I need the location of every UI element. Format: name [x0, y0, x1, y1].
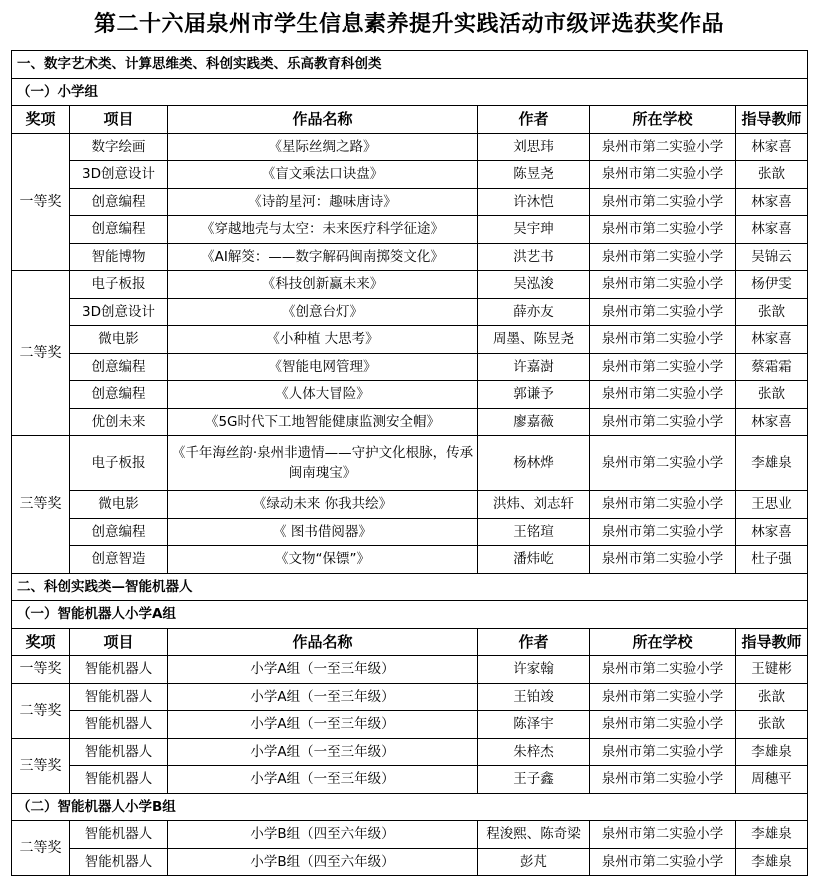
author-cell: 朱梓杰: [478, 738, 590, 766]
work-title-cell: 《文物“保镖”》: [168, 546, 478, 574]
work-title-cell: 《人体大冒险》: [168, 381, 478, 409]
project-cell: 电子板报: [70, 271, 168, 299]
project-cell: 智能机器人: [70, 656, 168, 684]
teacher-cell: 张歆: [736, 298, 808, 326]
work-title-cell: 小学A组（一至三年级）: [168, 683, 478, 711]
table-row: [12, 271, 808, 299]
section-heading-2-label: 二、科创实践类—智能机器人: [12, 573, 808, 601]
school-cell: 泉州市第二实验小学: [590, 216, 736, 244]
work-title-cell: 《AI解筊：——数字解码闽南掷筊文化》: [168, 243, 478, 271]
award-level: 二等奖: [12, 271, 70, 436]
school-cell: 泉州市第二实验小学: [590, 766, 736, 794]
header-author: 作者: [478, 106, 590, 134]
school-cell: 泉州市第二实验小学: [590, 353, 736, 381]
teacher-cell: 李雄泉: [736, 738, 808, 766]
author-cell: 洪艺书: [478, 243, 590, 271]
school-cell: 泉州市第二实验小学: [590, 161, 736, 189]
teacher-cell: 李雄泉: [736, 436, 808, 491]
project-cell: 微电影: [70, 491, 168, 519]
project-cell: 优创未来: [70, 408, 168, 436]
author-cell: 王子鑫: [478, 766, 590, 794]
table-row: [12, 848, 808, 876]
work-title-cell: 小学A组（一至三年级）: [168, 738, 478, 766]
teacher-cell: 李雄泉: [736, 848, 808, 876]
header-teacher: 指导教师: [736, 628, 808, 656]
table-row: [12, 326, 808, 354]
teacher-cell: 林家喜: [736, 188, 808, 216]
project-cell: 智能机器人: [70, 738, 168, 766]
table-row: [12, 738, 808, 766]
work-title-cell: 《智能电网管理》: [168, 353, 478, 381]
header-author: 作者: [478, 628, 590, 656]
school-cell: 泉州市第二实验小学: [590, 408, 736, 436]
teacher-cell: 林家喜: [736, 216, 808, 244]
project-cell: 数字绘画: [70, 133, 168, 161]
author-cell: 杨林烨: [478, 436, 590, 491]
school-cell: 泉州市第二实验小学: [590, 683, 736, 711]
author-cell: 王铭瑄: [478, 518, 590, 546]
school-cell: 泉州市第二实验小学: [590, 848, 736, 876]
header-school: 所在学校: [590, 628, 736, 656]
table-row: [12, 656, 808, 684]
group-heading-robot-a: [12, 601, 808, 629]
table-row: [12, 408, 808, 436]
award-level: 二等奖: [12, 683, 70, 738]
table-row: [12, 518, 808, 546]
award-level: 一等奖: [12, 133, 70, 271]
section-heading-1: [12, 51, 808, 79]
header-award: 奖项: [12, 628, 70, 656]
school-cell: 泉州市第二实验小学: [590, 436, 736, 491]
award-level: 一等奖: [12, 656, 70, 684]
author-cell: 陈昱尧: [478, 161, 590, 189]
table-row: [12, 683, 808, 711]
group-heading-robot-b: [12, 793, 808, 821]
teacher-cell: 林家喜: [736, 133, 808, 161]
work-title-cell: 《诗韵星河：趣味唐诗》: [168, 188, 478, 216]
work-title-cell: 《 图书借阅器》: [168, 518, 478, 546]
author-cell: 吴宇珅: [478, 216, 590, 244]
table-row: [12, 381, 808, 409]
author-cell: 薛亦友: [478, 298, 590, 326]
header-school: 所在学校: [590, 106, 736, 134]
author-cell: 许家翰: [478, 656, 590, 684]
teacher-cell: 张歆: [736, 683, 808, 711]
table-header-row: [12, 106, 808, 134]
author-cell: 程浚熙、陈奇梁: [478, 821, 590, 849]
author-cell: 吴泓浚: [478, 271, 590, 299]
award-level: 二等奖: [12, 821, 70, 876]
project-cell: 智能机器人: [70, 848, 168, 876]
table-row: [12, 436, 808, 491]
project-cell: 微电影: [70, 326, 168, 354]
project-cell: 创意智造: [70, 546, 168, 574]
work-title-cell: 《创意台灯》: [168, 298, 478, 326]
teacher-cell: 王思业: [736, 491, 808, 519]
teacher-cell: 杜子强: [736, 546, 808, 574]
section-heading-1-label: 一、数字艺术类、计算思维类、科创实践类、乐高教育科创类: [12, 51, 808, 79]
work-title-cell: 小学A组（一至三年级）: [168, 656, 478, 684]
work-title-cell: 《穿越地壳与太空：未来医疗科学征途》: [168, 216, 478, 244]
project-cell: 智能机器人: [70, 821, 168, 849]
work-title-cell: 小学A组（一至三年级）: [168, 766, 478, 794]
project-cell: 创意编程: [70, 353, 168, 381]
teacher-cell: 张歆: [736, 711, 808, 739]
table-header-row: [12, 628, 808, 656]
author-cell: 许嘉澍: [478, 353, 590, 381]
awards-table: [11, 50, 808, 876]
school-cell: 泉州市第二实验小学: [590, 711, 736, 739]
author-cell: 周墨、陈昱尧: [478, 326, 590, 354]
author-cell: 郭谦予: [478, 381, 590, 409]
work-title-cell: 《科技创新赢未来》: [168, 271, 478, 299]
table-row: [12, 298, 808, 326]
school-cell: 泉州市第二实验小学: [590, 738, 736, 766]
work-title-cell: 《小种植 大思考》: [168, 326, 478, 354]
work-title-cell: 《千年海丝韵·泉州非遗情——守护文化根脉，传承闽南瑰宝》: [168, 436, 478, 491]
teacher-cell: 吴锦云: [736, 243, 808, 271]
school-cell: 泉州市第二实验小学: [590, 271, 736, 299]
award-level: 三等奖: [12, 738, 70, 793]
section-heading-2: [12, 573, 808, 601]
school-cell: 泉州市第二实验小学: [590, 821, 736, 849]
school-cell: 泉州市第二实验小学: [590, 381, 736, 409]
work-title-cell: 小学B组（四至六年级）: [168, 848, 478, 876]
project-cell: 3D创意设计: [70, 161, 168, 189]
school-cell: 泉州市第二实验小学: [590, 243, 736, 271]
table-row: [12, 216, 808, 244]
award-level: 三等奖: [12, 436, 70, 574]
table-row: [12, 711, 808, 739]
group-heading-primary: [12, 78, 808, 106]
author-cell: 刘思玮: [478, 133, 590, 161]
school-cell: 泉州市第二实验小学: [590, 188, 736, 216]
work-title-cell: 《星际丝绸之路》: [168, 133, 478, 161]
project-cell: 3D创意设计: [70, 298, 168, 326]
work-title-cell: 《绿动未来 你我共绘》: [168, 491, 478, 519]
project-cell: 智能机器人: [70, 711, 168, 739]
school-cell: 泉州市第二实验小学: [590, 133, 736, 161]
work-title-cell: 小学B组（四至六年级）: [168, 821, 478, 849]
author-cell: 王铂竣: [478, 683, 590, 711]
author-cell: 陈泽宇: [478, 711, 590, 739]
author-cell: 廖嘉薇: [478, 408, 590, 436]
teacher-cell: 张歆: [736, 161, 808, 189]
group-heading-primary-label: （一）小学组: [12, 78, 808, 106]
table-row: [12, 133, 808, 161]
header-teacher: 指导教师: [736, 106, 808, 134]
school-cell: 泉州市第二实验小学: [590, 656, 736, 684]
header-project: 项目: [70, 628, 168, 656]
page-title: 第二十六届泉州市学生信息素养提升实践活动市级评选获奖作品: [93, 12, 724, 37]
teacher-cell: 林家喜: [736, 518, 808, 546]
teacher-cell: 林家喜: [736, 408, 808, 436]
author-cell: 许沐恺: [478, 188, 590, 216]
work-title-cell: 小学A组（一至三年级）: [168, 711, 478, 739]
teacher-cell: 杨伊雯: [736, 271, 808, 299]
project-cell: 智能机器人: [70, 766, 168, 794]
header-project: 项目: [70, 106, 168, 134]
group-heading-robot-a-label: （一）智能机器人小学A组: [12, 601, 808, 629]
author-cell: 洪炜、刘志轩: [478, 491, 590, 519]
school-cell: 泉州市第二实验小学: [590, 298, 736, 326]
school-cell: 泉州市第二实验小学: [590, 491, 736, 519]
school-cell: 泉州市第二实验小学: [590, 326, 736, 354]
work-title-cell: 《5G时代下工地智能健康监测安全帽》: [168, 408, 478, 436]
table-row: [12, 353, 808, 381]
work-title-cell: 《盲文乘法口诀盘》: [168, 161, 478, 189]
project-cell: 创意编程: [70, 381, 168, 409]
project-cell: 智能博物: [70, 243, 168, 271]
table-row: [12, 161, 808, 189]
school-cell: 泉州市第二实验小学: [590, 518, 736, 546]
project-cell: 电子板报: [70, 436, 168, 491]
table-row: [12, 491, 808, 519]
author-cell: 彭芃: [478, 848, 590, 876]
project-cell: 创意编程: [70, 216, 168, 244]
teacher-cell: 蔡霜霜: [736, 353, 808, 381]
table-row: [12, 546, 808, 574]
teacher-cell: 王键彬: [736, 656, 808, 684]
project-cell: 创意编程: [70, 518, 168, 546]
table-row: [12, 188, 808, 216]
author-cell: 潘炜屹: [478, 546, 590, 574]
table-row: [12, 243, 808, 271]
table-row: [12, 766, 808, 794]
teacher-cell: 林家喜: [736, 326, 808, 354]
teacher-cell: 周穗平: [736, 766, 808, 794]
group-heading-robot-b-label: （二）智能机器人小学B组: [12, 793, 808, 821]
header-work: 作品名称: [168, 106, 478, 134]
teacher-cell: 张歆: [736, 381, 808, 409]
project-cell: 创意编程: [70, 188, 168, 216]
header-award: 奖项: [12, 106, 70, 134]
teacher-cell: 李雄泉: [736, 821, 808, 849]
header-work: 作品名称: [168, 628, 478, 656]
school-cell: 泉州市第二实验小学: [590, 546, 736, 574]
project-cell: 智能机器人: [70, 683, 168, 711]
table-row: [12, 821, 808, 849]
